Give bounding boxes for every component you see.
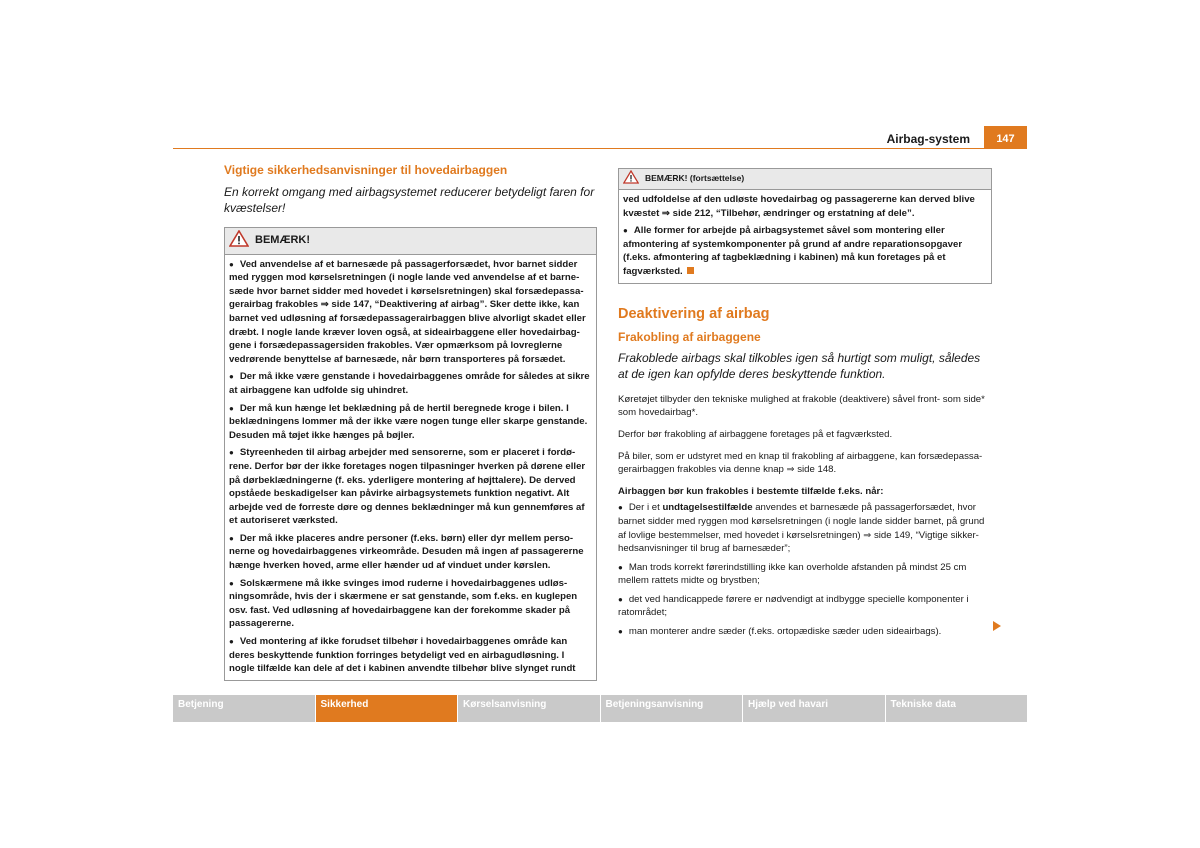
- warning-item: ● Der må ikke være genstande i hovedairbaggenes område for således at sikre at airbaggene kan udfolde sig uhindret.: [229, 370, 592, 397]
- warning-item: ● Der må kun hænge let beklædning på de hertil beregnede kroge i bilen. I beklædningens lommer må der ikke være nogen tunge eller skarpe genstande. Desuden må tøjet ikke hænges på bøjler.: [229, 402, 592, 443]
- warning-header: [619, 169, 991, 190]
- tab-betjening[interactable]: Betjening: [173, 695, 315, 722]
- warning-item: ● Solskærmene må ikke svinges imod ruderne i hovedairbaggenes udløsningsområde, hvis der i skærmene er sat genstande, som f.eks. en kuglepen osv. fast. Ved udløsning af hovedairbaggene kan der forekomme skader på passagererne.: [229, 577, 592, 631]
- paragraph: Derfor bør frakobling af airbaggene foretages på et fagværksted.: [618, 428, 893, 440]
- warning-title: BEMÆRK! (fortsættelse): [645, 173, 745, 184]
- page-number: 147: [984, 126, 1027, 149]
- tab-sikkerhed[interactable]: Sikkerhed: [316, 695, 458, 722]
- warning-title: BEMÆRK!: [255, 233, 310, 246]
- chapter-tabs: [173, 695, 1027, 722]
- continue-arrow-icon: [993, 621, 1001, 631]
- end-marker-icon: [687, 267, 694, 274]
- warning-icon: [623, 170, 639, 189]
- left-column: [224, 164, 597, 681]
- warning-paragraph: ved udfoldelse af den udløste hovedairbag og passagererne kan derved blive kvæstet ⇒ side 212, “Tilbehør, ændringer og erstatning af dele”.: [623, 194, 975, 219]
- sub-heading: Frakobling af airbaggene: [618, 330, 761, 345]
- list-item: [618, 501, 992, 555]
- warning-item: ● Der må ikke placeres andre personer (f.eks. børn) eller dyr mellem personerne og hovedairbaggenes virkeområde. Desuden må ingen af passagererne hænge hverken hoved, arme eller hænder ud af vinduet under kørslen.: [229, 532, 592, 573]
- lead-text: En korrekt omgang med airbagsystemet reducerer betydeligt faren for kvæstelser!: [224, 184, 595, 215]
- warning-icon: [229, 230, 249, 252]
- section-heading: Vigtige sikkerhedsanvisninger til hovedairbaggen: [224, 163, 508, 177]
- paragraph: Køretøjet tilbyder den tekniske mulighed at frakoble (deaktivere) såvel front- som side* som hovedairbag*.: [618, 393, 985, 419]
- warning-item: ● Styreenheden til airbag arbejder med sensorerne, som er placeret i fordørene. Derfor bør der ikke foretages nogen tilpasninger hverken på dørene eller på dørbeklædningerne (f. eks. yderligere montering af højttalere). De derved opståede beskadigelser kan påvirke airbagsystemets funktion negativt. Alt arbejde ved de forreste døre og dennes beklædninger må kun gennemføres af et autoriseret værksted.: [229, 446, 592, 528]
- warning-box: [224, 227, 597, 681]
- tab-hjaelp-ved-havari[interactable]: Hjælp ved havari: [743, 695, 885, 722]
- right-column: [618, 168, 992, 647]
- paragraph-bold: Airbaggen bør kun frakobles i bestemte tilfælde f.eks. når:: [618, 485, 884, 497]
- list-item: ● Man trods korrekt førerindstilling ikke kan overholde afstanden på mindst 25 cm mellem rattets midte og brystben;: [618, 561, 992, 588]
- warning-box-continued: [618, 168, 992, 284]
- section-title: Airbag-system: [886, 132, 970, 146]
- lead-text: Frakoblede airbags skal tilkobles igen så hurtigt som muligt, således at de igen kan opfylde deres beskyttende funktion.: [618, 350, 981, 381]
- tab-korselsanvisning[interactable]: Kørselsanvisning: [458, 695, 600, 722]
- list-item: ● man monterer andre sæder (f.eks. ortopædiske sæder uden sideairbags).: [618, 625, 992, 639]
- warning-item: ● Alle former for arbejde på airbagsystemet såvel som montering eller afmontering af systemkomponenter på grund af andre reparationsopgaver (f.eks. afmontering af tagbeklædning i kabinen) må kun foretages på et fagværksted.: [623, 225, 962, 277]
- warning-item: ● Ved anvendelse af et barnesæde på passagerforsædet, hvor barnet sidder med ryggen mod kørselsretningen (i nogle lande ved anvendelse af et barnesæde hvor barnet sidder med hovedet i kørselsretningen) skal forsædepassagerairbag frakobles ⇒ side 147, “Deaktivering af airbag”. Sker dette ikke, kan barnet ved udløsning af forsædepassagerairbaggen blive alvorligt skadet eller dræbt. I nogle lande kræver loven også, at sideairbaggene eller hovedairbaggene i forsædepassagersiden frakobles. Vær opmærksom på lovreglerne vedrørende benyttelse af barnesæde, når børn transporteres på forsædet.: [229, 258, 592, 367]
- header-rule: [173, 148, 984, 149]
- tab-tekniske-data[interactable]: Tekniske data: [886, 695, 1028, 722]
- tab-betjeningsanvisning[interactable]: Betjeningsanvisning: [601, 695, 743, 722]
- list-item-text: anvendes et barnesæde på passagerforsædet, hvor barnet sidder med ryggen mod kørselsretningen (i nogle lande sidder barnet, på grund af lovlige bestemmelser, med hovedet i kørselsretningen) ⇒ side 149, “Vigtige sikkerhedsanvisninger til brug af barnesæder”;: [618, 502, 985, 555]
- warning-body: [619, 190, 991, 283]
- warning-item: ● Ved montering af ikke forudset tilbehør i hovedairbaggenes område kan deres beskyttende funktion forringes betydeligt ved en airbagudløsning. I nogle tilfælde kan dele af det i kabinen anvendte tilbehør blive slynget rundt: [229, 635, 592, 676]
- list-item: ● det ved handicappede førere er nødvendigt at indbygge specielle komponenter i ratområdet;: [618, 593, 992, 620]
- section-heading: Deaktivering af airbag: [618, 305, 770, 322]
- warning-paragraph-2: [623, 224, 987, 278]
- paragraph: På biler, som er udstyret med en knap til frakobling af airbaggene, kan forsædepassagerairbaggen frakobles via denne knap ⇒ side 148.: [618, 450, 983, 476]
- warning-header: [225, 228, 596, 255]
- list-item-text: Der i et: [628, 502, 663, 514]
- warning-body: [225, 255, 596, 680]
- list-item-emphasis: undtagelsestilfælde: [662, 502, 753, 514]
